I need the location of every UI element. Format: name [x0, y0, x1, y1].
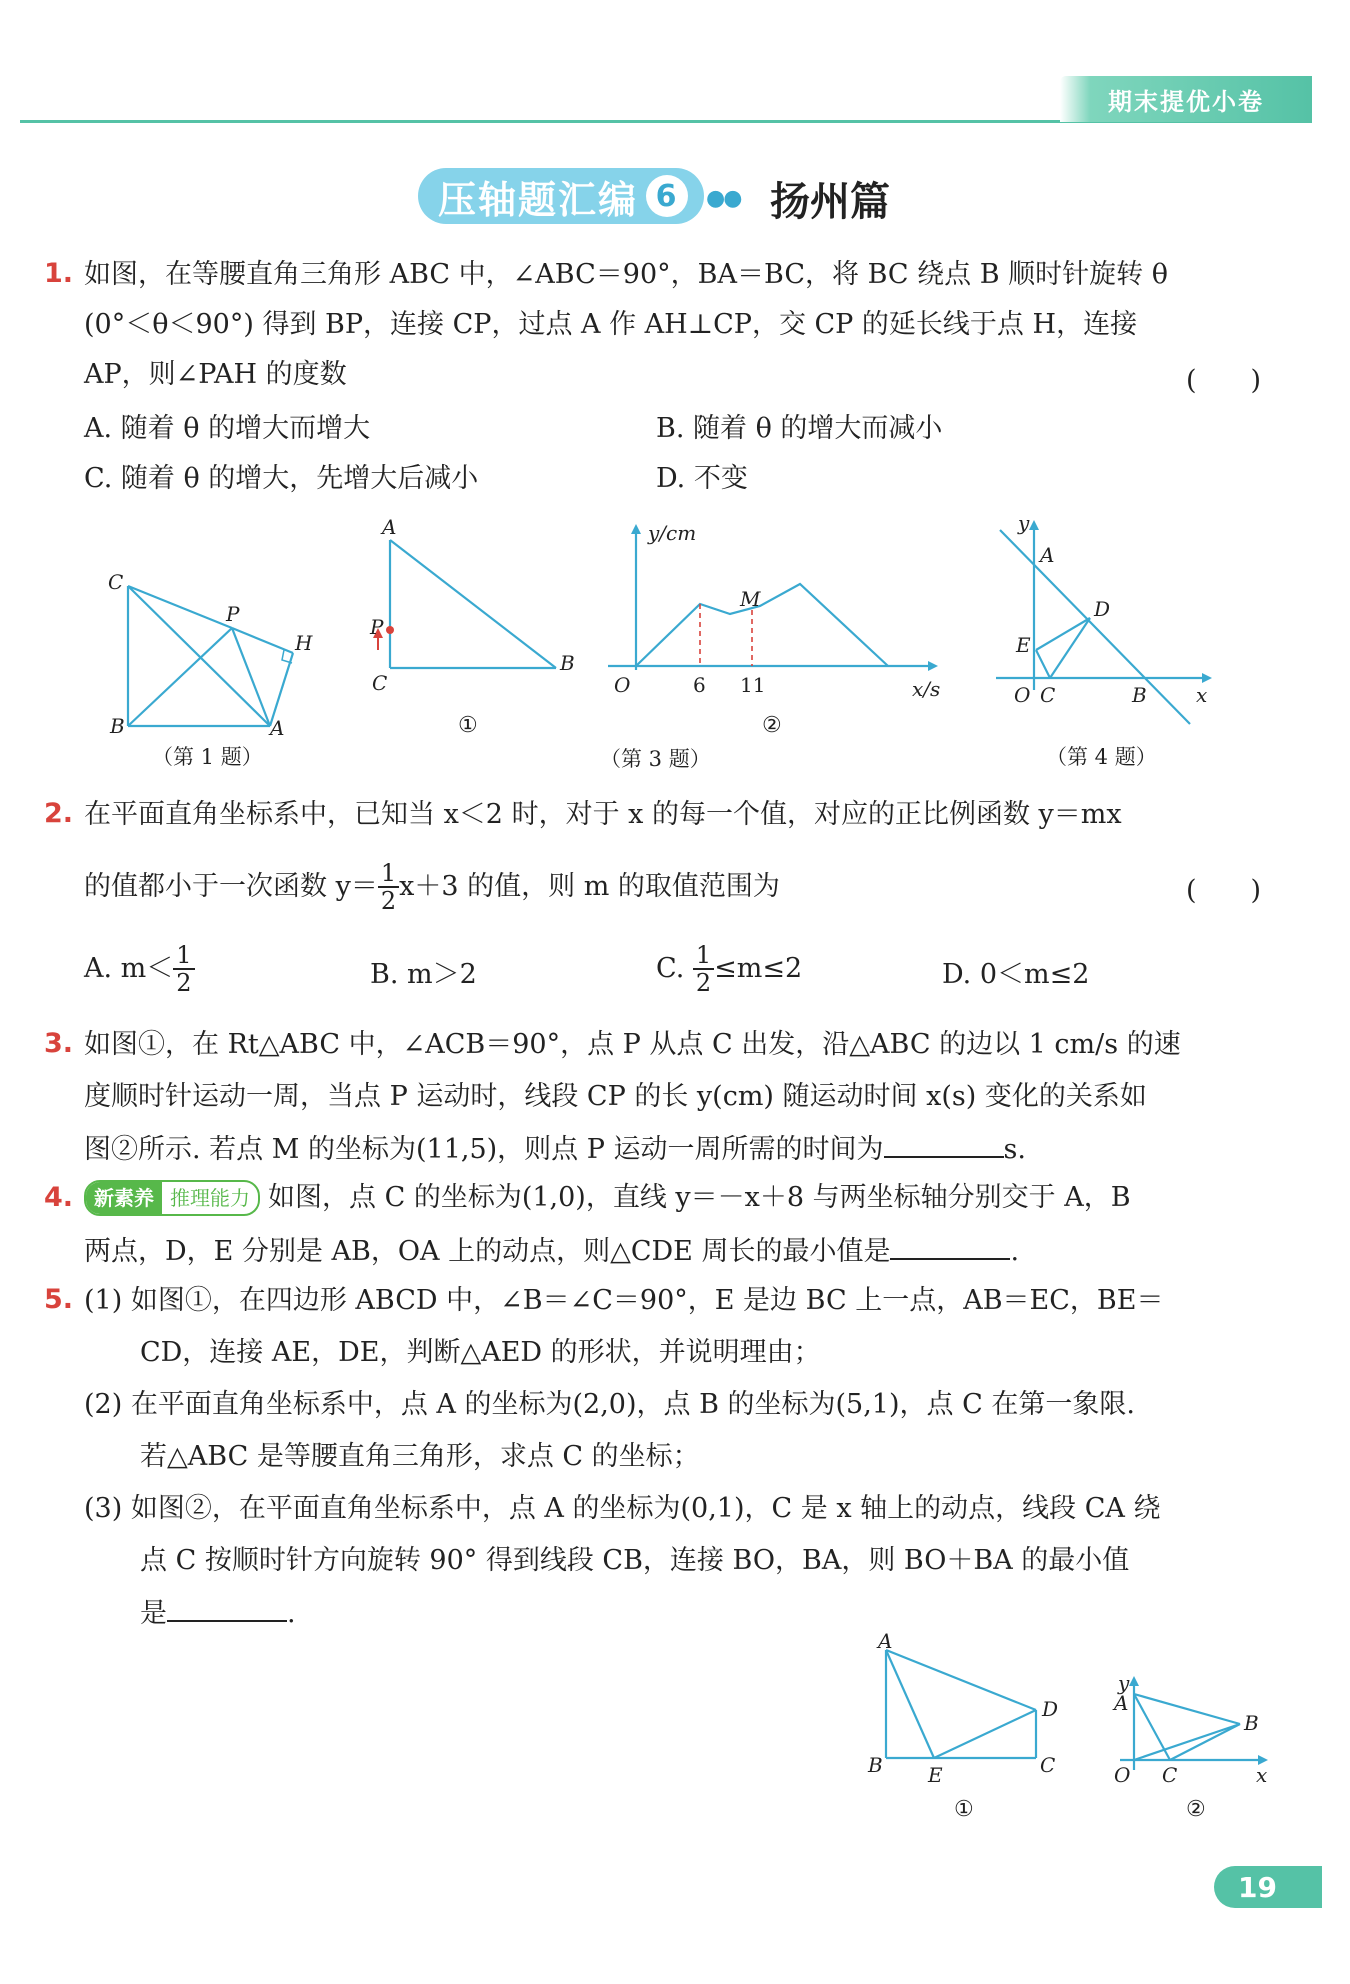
fig3-circ1: ① [458, 713, 478, 738]
figure-q5 [850, 1630, 1280, 1830]
option-d: D. 不变 [656, 463, 748, 494]
svg-text:A: A [382, 515, 397, 539]
page-title-pill [418, 168, 704, 224]
svg-text:B: B [868, 1753, 883, 1777]
q2-text-part: 的值都小于一次函数 y＝ [84, 871, 378, 902]
svg-text:C: C [372, 671, 388, 695]
svg-text:H: H [295, 631, 313, 655]
fig3-x-label: x/s [912, 677, 941, 701]
fig3-circ2: ② [762, 713, 782, 738]
svg-text:y: y [1118, 1671, 1130, 1695]
svg-text:B: B [110, 714, 125, 738]
fig5-circ1: ① [954, 1797, 974, 1822]
q5-part3-line: (3) 如图②，在平面直角坐标系中，点 A 的坐标为(0,1)，C 是 x 轴上的动点，线段 CA 绕 [84, 1493, 1161, 1524]
q5-part1-line: CD，连接 AE，DE，判断△AED 的形状，并说明理由； [140, 1337, 821, 1368]
question-number: 2. [44, 798, 74, 829]
svg-text:E: E [1016, 633, 1031, 657]
svg-text:C: C [108, 570, 124, 594]
fig5-circ2: ② [1186, 1797, 1206, 1822]
q5-part2-line: (2) 在平面直角坐标系中，点 A 的坐标为(2,0)，点 B 的坐标为(5,1)，点 C 在第一象限. [84, 1389, 1135, 1420]
svg-text:B: B [560, 651, 575, 675]
point-p-marker [386, 626, 394, 634]
section-tag: 期末提优小卷 [1060, 76, 1312, 122]
svg-text:A: A [878, 1630, 893, 1653]
q1-text-line: AP，则∠PAH 的度数 [84, 359, 347, 390]
question-number: 4. [44, 1182, 74, 1213]
figure-q5-2 [1120, 1680, 1260, 1770]
svg-text:A: A [1114, 1691, 1129, 1715]
q4-text-line: 新素养 推理能力 如图，点 C 的坐标为(1,0)，直线 y＝－x＋8 与两坐标轴分别交于 A，B [84, 1180, 1131, 1216]
svg-text:x: x [1196, 683, 1208, 707]
option-c: C. $\frac{1}{2}$ ≤m≤2 [656, 941, 803, 997]
answer-blank[interactable] [884, 1132, 1004, 1158]
svg-text:E: E [928, 1763, 943, 1787]
svg-text:D: D [1094, 597, 1111, 621]
svg-text:P: P [226, 602, 240, 626]
figure-q3-1 [390, 540, 556, 668]
svg-text:x: x [1256, 1763, 1268, 1787]
svg-text:C: C [1162, 1763, 1178, 1787]
title-number-badge: 6 [646, 175, 688, 217]
q2-text-part: x＋3 的值，则 m 的取值范围为 [399, 871, 780, 902]
page-subtitle: 扬州篇 [770, 179, 890, 225]
svg-text:O: O [1114, 1763, 1131, 1787]
svg-text:B: B [1132, 683, 1147, 707]
svg-text:y: y [1018, 511, 1030, 535]
svg-text:C: C [1040, 683, 1056, 707]
answer-blank[interactable] [167, 1596, 287, 1622]
svg-text:D: D [1042, 1697, 1059, 1721]
q1-text-line: (0°＜θ＜90°) 得到 BP，连接 CP，过点 A 作 AH⊥CP，交 CP 的延长线于点 H，连接 [84, 309, 1138, 340]
q2-text-line2 [84, 860, 780, 914]
answer-paren: ( ) [1186, 875, 1262, 906]
figure-row [0, 510, 1350, 780]
q2-text-line: 在平面直角坐标系中，已知当 x＜2 时，对于 x 的每一个值，对应的正比例函数 y＝mx [84, 799, 1122, 830]
q1-text-line: 如图，在等腰直角三角形 ABC 中，∠ABC＝90°，BA＝BC，将 BC 绕点 B 顺时针旋转 θ [84, 259, 1168, 290]
svg-text:P: P [370, 615, 384, 639]
skill-badge: 新素养 推理能力 [84, 1180, 260, 1216]
option-b: B. m＞2 [370, 959, 477, 990]
q5-part3-line3: 是 . [140, 1598, 296, 1629]
fig3-y-label: y/cm [648, 521, 697, 545]
fig3-caption: （第 3 题） [600, 747, 711, 771]
q5-part2-line: 若△ABC 是等腰直角三角形，求点 C 的坐标； [140, 1441, 700, 1472]
q3-text-line: 度顺时针运动一周，当点 P 运动时，线段 CP 的长 y(cm) 随运动时间 x(s) 变化的关系如 [84, 1081, 1147, 1112]
fig4-caption: （第 4 题） [1046, 745, 1157, 769]
q5-part3-line: 点 C 按顺时针方向旋转 90° 得到线段 CB，连接 BO，BA，则 BO＋BA 的最小值 [140, 1545, 1130, 1576]
q4-text-line2: 两点，D，E 分别是 AB，OA 上的动点，则△CDE 周长的最小值是 . [84, 1236, 1020, 1267]
option-a: A. 随着 θ 的增大而增大 [84, 413, 371, 444]
option-b: B. 随着 θ 的增大而减小 [656, 413, 943, 444]
figure-q1 [128, 586, 293, 726]
option-d: D. 0＜m≤2 [942, 959, 1090, 990]
title-dots-decoration: ●● [706, 186, 741, 211]
question-number: 3. [44, 1028, 74, 1059]
figure-q3-2 [608, 528, 930, 670]
answer-blank[interactable] [890, 1234, 1010, 1260]
svg-text:O: O [1014, 683, 1031, 707]
svg-text:M: M [740, 587, 761, 611]
option-a: A. m＜ $\frac{1}{2}$ [84, 942, 195, 996]
q3-text-line3: 图②所示. 若点 M 的坐标为(11,5)，则点 P 运动一周所需的时间为 s. [84, 1134, 1026, 1165]
fraction: $\frac{1}{2}$ [378, 860, 399, 914]
fig3-tick: 11 [740, 673, 766, 697]
svg-text:O: O [614, 673, 631, 697]
fig3-tick: 6 [693, 673, 706, 697]
page-number: 19 [1214, 1866, 1322, 1908]
page-title: 压轴题汇编 [438, 177, 639, 222]
option-c: C. 随着 θ 的增大，先增大后减小 [84, 463, 479, 494]
question-number: 1. [44, 258, 74, 289]
q5-part1-line: (1) 如图①，在四边形 ABCD 中，∠B＝∠C＝90°，E 是边 BC 上一点，AB＝EC，BE＝ [84, 1285, 1164, 1316]
answer-paren: ( ) [1186, 365, 1262, 396]
svg-text:B: B [1244, 1711, 1259, 1735]
figure-q5-1 [886, 1650, 1036, 1758]
q3-text-line: 如图①，在 Rt△ABC 中，∠ACB＝90°，点 P 从点 C 出发，沿△ABC 的边以 1 cm/s 的速 [84, 1029, 1181, 1060]
svg-text:A: A [270, 716, 285, 740]
svg-text:A: A [1040, 543, 1055, 567]
svg-text:C: C [1040, 1753, 1056, 1777]
fig1-caption: （第 1 题） [152, 745, 263, 769]
question-number: 5. [44, 1284, 74, 1315]
